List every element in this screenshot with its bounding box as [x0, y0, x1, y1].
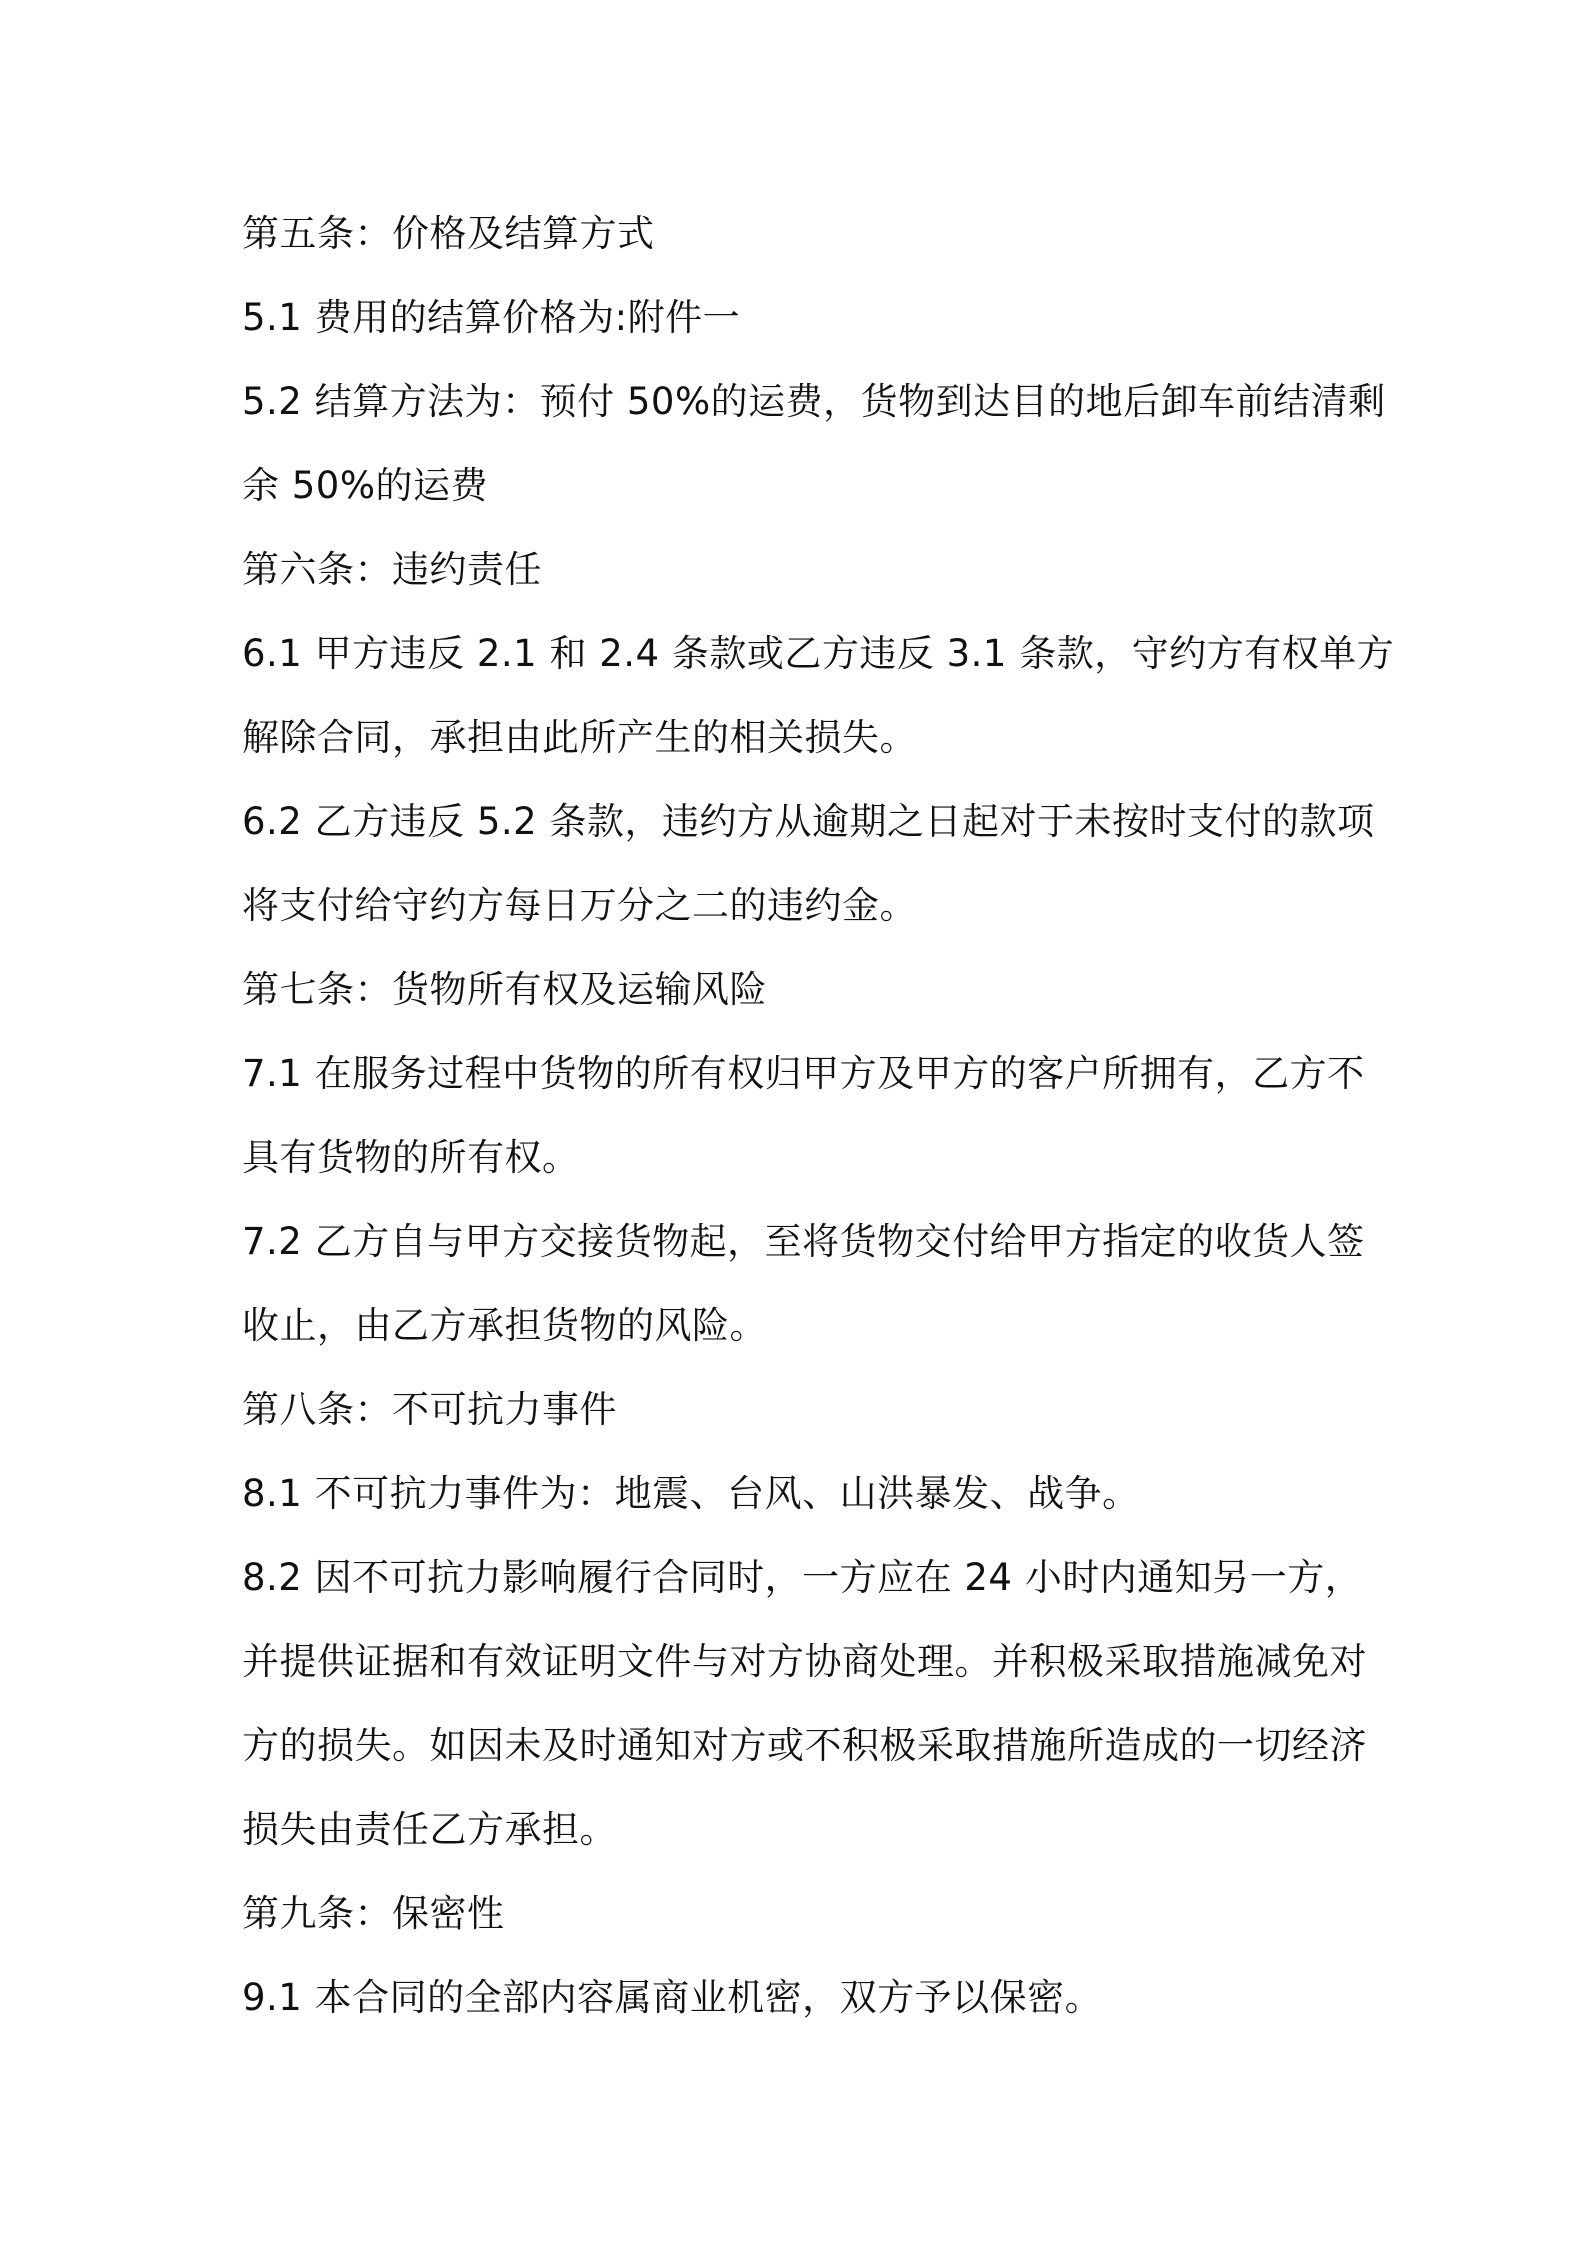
article-7-heading: 第七条：货物所有权及运输风险	[242, 968, 767, 1011]
clause-6-2-line-1: 6.2 乙方违反 5.2 条款，违约方从逾期之日起对于未按时支付的款项	[242, 800, 1375, 843]
clause-5-2-line-1: 5.2 结算方法为：预付 50%的运费，货物到达目的地后卸车前结清剩	[242, 380, 1386, 423]
clause-7-2-line-1: 7.2 乙方自与甲方交接货物起，至将货物交付给甲方指定的收货人签	[242, 1220, 1365, 1263]
clause-8-2-line-1: 8.2 因不可抗力影响履行合同时，一方应在 24 小时内通知另一方，	[242, 1556, 1363, 1599]
clause-6-2-line-2: 将支付给守约方每日万分之二的违约金。	[242, 884, 917, 927]
clause-8-2-line-3: 方的损失。如因未及时通知对方或不积极采取措施所造成的一切经济	[242, 1724, 1367, 1767]
article-9-heading: 第九条：保密性	[242, 1892, 505, 1935]
clause-8-2-line-4: 损失由责任乙方承担。	[242, 1808, 617, 1851]
clause-5-1: 5.1 费用的结算价格为:附件一	[242, 296, 741, 339]
clause-5-2-line-2: 余 50%的运费	[242, 464, 488, 507]
clause-6-1-line-1: 6.1 甲方违反 2.1 和 2.4 条款或乙方违反 3.1 条款，守约方有权单方	[242, 632, 1395, 675]
clause-8-1: 8.1 不可抗力事件为：地震、台风、山洪暴发、战争。	[242, 1472, 1140, 1515]
clause-7-1-line-2: 具有货物的所有权。	[242, 1136, 580, 1179]
clause-9-1: 9.1 本合同的全部内容属商业机密，双方予以保密。	[242, 1976, 1103, 2019]
article-6-heading: 第六条：违约责任	[242, 548, 542, 591]
clause-7-2-line-2: 收止，由乙方承担货物的风险。	[242, 1304, 767, 1347]
article-8-heading: 第八条：不可抗力事件	[242, 1388, 617, 1431]
document-page	[242, 192, 1395, 2040]
article-5-heading: 第五条：价格及结算方式	[242, 212, 655, 255]
clause-7-1-line-1: 7.1 在服务过程中货物的所有权归甲方及甲方的客户所拥有，乙方不	[242, 1052, 1365, 1095]
clause-6-1-line-2: 解除合同，承担由此所产生的相关损失。	[242, 716, 917, 759]
clause-8-2-line-2: 并提供证据和有效证明文件与对方协商处理。并积极采取措施减免对	[242, 1640, 1367, 1683]
